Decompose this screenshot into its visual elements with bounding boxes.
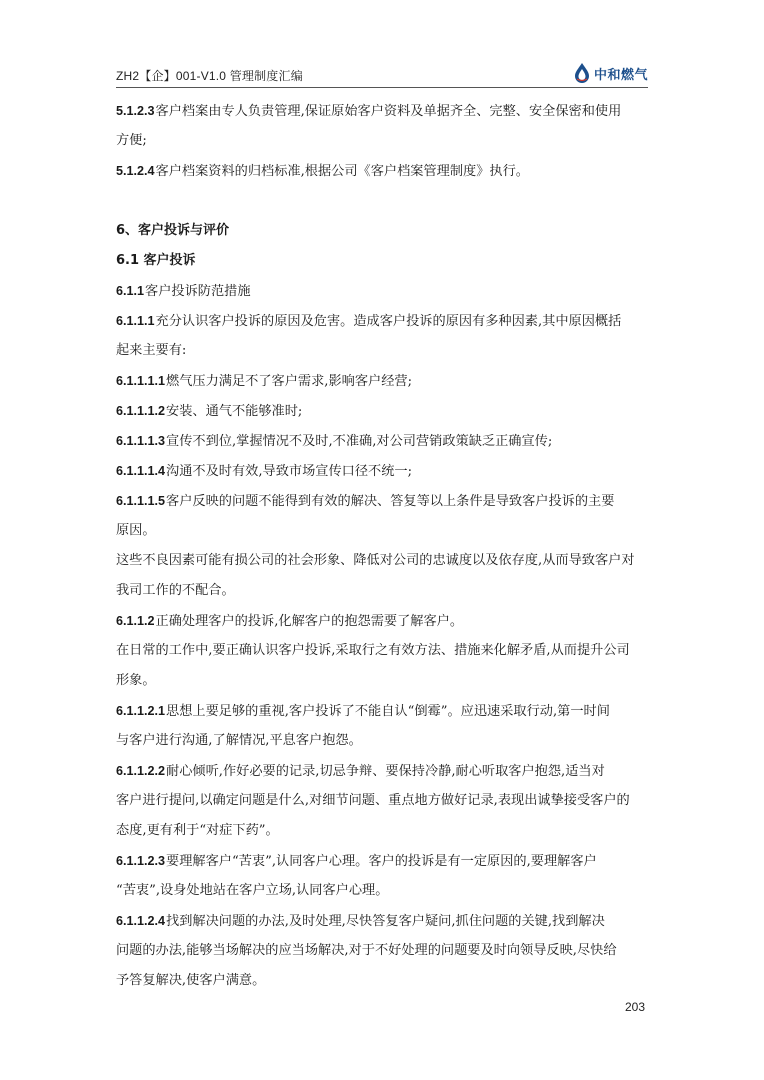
flame-drop-logo-icon	[573, 62, 591, 84]
paragraph-line	[116, 426, 646, 456]
clause-text: 宣传不到位,掌握情况不及时,不准确,对公司营销政策缺乏正确宣传;	[166, 434, 553, 449]
document-code: ZH2【企】001-V1.0 管理制度汇编	[116, 69, 303, 83]
clause-number: 6.1.1.1.2	[116, 404, 166, 418]
clause-number: 6.1.1.1.5	[116, 494, 166, 508]
logo-text: 中和燃气	[593, 67, 648, 83]
clause-number: 6.1.1.1.1	[116, 374, 166, 388]
paragraph-line	[116, 606, 646, 636]
company-logo	[573, 62, 648, 84]
page-number: 203	[625, 1000, 646, 1014]
clause-text: 态度,更有利于“对症下药”。	[116, 823, 279, 838]
paragraph-line	[116, 366, 646, 396]
paragraph-line	[116, 726, 646, 756]
clause-number: 6.1.1.2.4	[116, 914, 166, 928]
clause-text: 要理解客户“苦衷”,认同客户心理。客户的投诉是有一定原因的,要理解客户	[166, 854, 597, 869]
clause-text: 思想上要足够的重视,客户投诉了不能自认“倒霉”。应迅速采取行动,第一时间	[166, 704, 610, 719]
clause-text: 问题的办法,能够当场解决的应当场解决,对于不好处理的问题要及时向领导反映,尽快给	[116, 943, 617, 958]
clause-number: 6.1.1	[116, 284, 145, 298]
clause-text: 予答复解决,使客户满意。	[116, 973, 266, 988]
clause-text: 原因。	[116, 523, 156, 538]
clause-text: 方便;	[116, 133, 147, 148]
paragraph-line	[116, 456, 646, 486]
clause-text: 找到解决问题的办法,及时处理,尽快答复客户疑问,抓住问题的关键,找到解决	[166, 914, 605, 929]
paragraph-line	[116, 906, 646, 936]
paragraph-line	[116, 576, 646, 606]
document-body	[116, 96, 646, 996]
clause-text: 沟通不及时有效,导致市场宣传口径不统一;	[166, 464, 413, 479]
blank-line	[116, 186, 646, 216]
clause-text: 与客户进行沟通,了解情况,平息客户抱怨。	[116, 733, 362, 748]
paragraph-line	[116, 876, 646, 906]
paragraph-line	[116, 96, 646, 126]
clause-number: 6.1.1.1	[116, 314, 155, 328]
clause-number: 6.1.1.2.3	[116, 854, 166, 868]
paragraph-line	[116, 936, 646, 966]
paragraph-line	[116, 486, 646, 516]
clause-text: 燃气压力满足不了客户需求,影响客户经营;	[166, 374, 413, 389]
paragraph-line	[116, 126, 646, 156]
section-heading: 6.1 客户投诉	[116, 253, 196, 268]
clause-text: 起来主要有:	[116, 343, 187, 358]
paragraph-line	[116, 396, 646, 426]
clause-text: 客户投诉防范措施	[145, 284, 251, 299]
paragraph-line	[116, 306, 646, 336]
paragraph-line	[116, 666, 646, 696]
clause-number: 5.1.2.3	[116, 104, 155, 118]
clause-text: 充分认识客户投诉的原因及危害。造成客户投诉的原因有多种因素,其中原因概括	[155, 314, 622, 329]
clause-text: 形象。	[116, 673, 156, 688]
clause-text: 客户档案资料的归档标准,根据公司《客户档案管理制度》执行。	[155, 164, 529, 179]
clause-number: 6.1.1.2.2	[116, 764, 166, 778]
paragraph-line	[116, 336, 646, 366]
clause-text: 我司工作的不配合。	[116, 583, 235, 598]
paragraph-line	[116, 966, 646, 996]
clause-text: 在日常的工作中,要正确认识客户投诉,采取行之有效方法、措施来化解矛盾,从而提升公司	[116, 643, 630, 658]
clause-text: 客户反映的问题不能得到有效的解决、答复等以上条件是导致客户投诉的主要	[166, 494, 615, 509]
paragraph-line	[116, 276, 646, 306]
clause-text: 正确处理客户的投诉,化解客户的抱怨需要了解客户。	[155, 614, 464, 629]
clause-text: 耐心倾听,作好必要的记录,切忌争辩、要保持冷静,耐心听取客户抱怨,适当对	[166, 764, 605, 779]
clause-text: 这些不良因素可能有损公司的社会形象、降低对公司的忠诚度以及依存度,从而导致客户对	[116, 553, 635, 568]
header-divider	[116, 87, 648, 88]
clause-text: “苦衷”,设身处地站在客户立场,认同客户心理。	[116, 883, 389, 898]
paragraph-line	[116, 546, 646, 576]
clause-number: 6.1.1.1.3	[116, 434, 166, 448]
page-header	[116, 60, 648, 86]
section-heading: 6、客户投诉与评价	[116, 223, 230, 238]
paragraph-line	[116, 516, 646, 546]
paragraph-line	[116, 636, 646, 666]
clause-number: 6.1.1.2	[116, 614, 155, 628]
paragraph-line	[116, 756, 646, 786]
paragraph-line	[116, 786, 646, 816]
clause-number: 6.1.1.2.1	[116, 704, 166, 718]
clause-number: 6.1.1.1.4	[116, 464, 166, 478]
paragraph-line	[116, 696, 646, 726]
clause-text: 客户进行提问,以确定问题是什么,对细节问题、重点地方做好记录,表现出诚挚接受客户的	[116, 793, 630, 808]
paragraph-line	[116, 816, 646, 846]
clause-number: 5.1.2.4	[116, 164, 155, 178]
clause-text: 安装、通气不能够准时;	[166, 404, 303, 419]
paragraph-line	[116, 156, 646, 186]
paragraph-line	[116, 846, 646, 876]
clause-text: 客户档案由专人负责管理,保证原始客户资料及单据齐全、完整、安全保密和使用	[155, 104, 622, 119]
